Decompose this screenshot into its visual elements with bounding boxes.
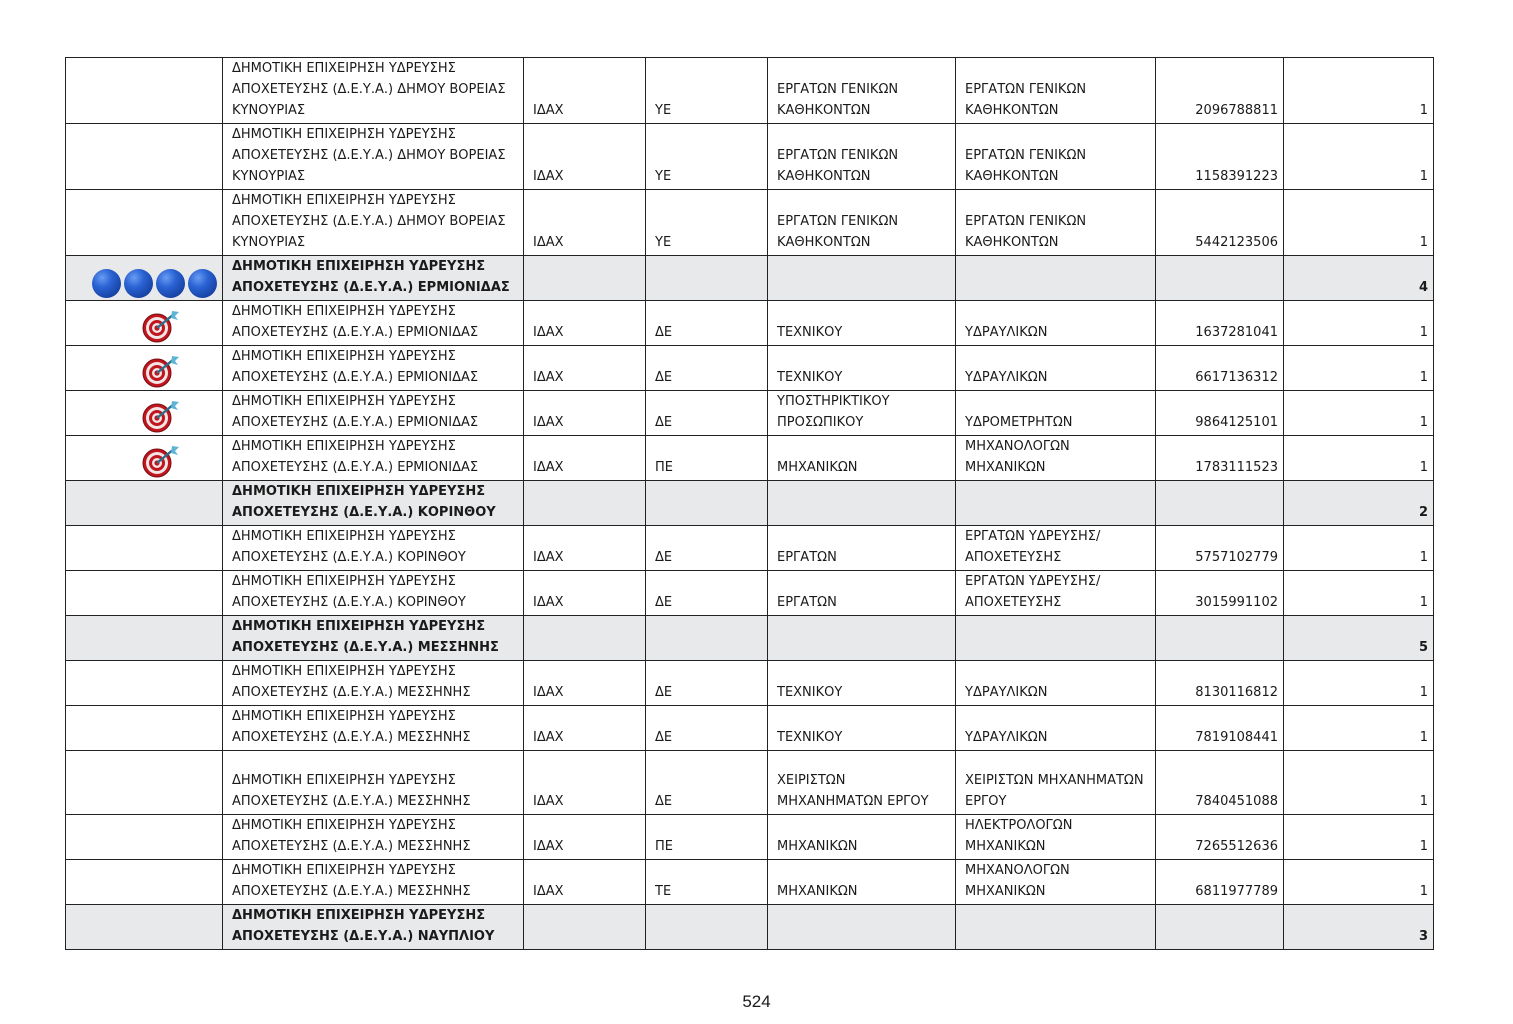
branch-cell: ΜΗΧΑΝΙΚΩΝ: [768, 815, 956, 860]
table-body: [66, 58, 1434, 950]
branch-cell: ΕΡΓΑΤΩΝ: [768, 571, 956, 616]
category-cell: [646, 481, 768, 526]
count-cell: 1: [1284, 301, 1434, 346]
group-row: [66, 256, 1434, 301]
count-cell: 1: [1284, 391, 1434, 436]
specialty-cell: ΥΔΡΑΥΛΙΚΩΝ: [956, 661, 1156, 706]
specialty-cell: [956, 256, 1156, 301]
code-cell: 7840451088: [1156, 751, 1284, 815]
branch-cell: ΥΠΟΣΤΗΡΙΚΤΙΚΟΥ ΠΡΟΣΩΠΙΚΟΥ: [768, 391, 956, 436]
icon-cell: [66, 661, 223, 706]
code-cell: [1156, 256, 1284, 301]
count-cell: 1: [1284, 58, 1434, 124]
table-row: [66, 436, 1434, 481]
code-cell: 9864125101: [1156, 391, 1284, 436]
table-row: [66, 346, 1434, 391]
code-cell: [1156, 616, 1284, 661]
icon-cell: [66, 391, 223, 436]
specialty-cell: ΜΗΧΑΝΟΛΟΓΩΝ ΜΗΧΑΝΙΚΩΝ: [956, 436, 1156, 481]
relation-cell: ΙΔΑΧ: [524, 751, 646, 815]
specialty-cell: ΜΗΧΑΝΟΛΟΓΩΝ ΜΗΧΑΝΙΚΩΝ: [956, 860, 1156, 905]
code-cell: 7819108441: [1156, 706, 1284, 751]
category-cell: ΔΕ: [646, 706, 768, 751]
branch-cell: ΕΡΓΑΤΩΝ ΓΕΝΙΚΩΝ ΚΑΘΗΚΟΝΤΩΝ: [768, 190, 956, 256]
code-cell: 6617136312: [1156, 346, 1284, 391]
org-cell: ΔΗΜΟΤΙΚΗ ΕΠΙΧΕΙΡΗΣΗ ΥΔΡΕΥΣΗΣ ΑΠΟΧΕΤΕΥΣΗΣ (Δ.Ε.Υ.Α.) ΔΗΜΟΥ ΒΟΡΕΙΑΣ ΚΥΝΟΥΡΙΑΣ: [223, 58, 524, 124]
specialty-cell: ΕΡΓΑΤΩΝ ΓΕΝΙΚΩΝ ΚΑΘΗΚΟΝΤΩΝ: [956, 58, 1156, 124]
group-row: [66, 905, 1434, 950]
dart-target-icon: [141, 354, 181, 388]
relation-cell: [524, 616, 646, 661]
org-cell: ΔΗΜΟΤΙΚΗ ΕΠΙΧΕΙΡΗΣΗ ΥΔΡΕΥΣΗΣ ΑΠΟΧΕΤΕΥΣΗΣ (Δ.Ε.Υ.Α.) ΚΟΡΙΝΘΟΥ: [223, 571, 524, 616]
count-cell: 1: [1284, 815, 1434, 860]
blue-dot-icon: [156, 269, 185, 298]
relation-cell: ΙΔΑΧ: [524, 436, 646, 481]
count-cell: 2: [1284, 481, 1434, 526]
code-cell: 2096788811: [1156, 58, 1284, 124]
code-cell: 8130116812: [1156, 661, 1284, 706]
specialty-cell: [956, 905, 1156, 950]
count-cell: 1: [1284, 860, 1434, 905]
specialty-cell: ΕΡΓΑΤΩΝ ΥΔΡΕΥΣΗΣ/ΑΠΟΧΕΤΕΥΣΗΣ: [956, 526, 1156, 571]
relation-cell: [524, 905, 646, 950]
org-cell: ΔΗΜΟΤΙΚΗ ΕΠΙΧΕΙΡΗΣΗ ΥΔΡΕΥΣΗΣ ΑΠΟΧΕΤΕΥΣΗΣ (Δ.Ε.Υ.Α.) ΕΡΜΙΟΝΙΔΑΣ: [223, 256, 524, 301]
org-cell: ΔΗΜΟΤΙΚΗ ΕΠΙΧΕΙΡΗΣΗ ΥΔΡΕΥΣΗΣ ΑΠΟΧΕΤΕΥΣΗΣ (Δ.Ε.Υ.Α.) ΜΕΣΣΗΝΗΣ: [223, 815, 524, 860]
count-cell: 1: [1284, 751, 1434, 815]
count-cell: 4: [1284, 256, 1434, 301]
branch-cell: ΕΡΓΑΤΩΝ: [768, 526, 956, 571]
relation-cell: ΙΔΑΧ: [524, 571, 646, 616]
specialty-cell: [956, 616, 1156, 661]
branch-cell: ΜΗΧΑΝΙΚΩΝ: [768, 436, 956, 481]
branch-cell: ΤΕΧΝΙΚΟΥ: [768, 661, 956, 706]
group-row: [66, 616, 1434, 661]
category-cell: ΔΕ: [646, 751, 768, 815]
category-cell: [646, 256, 768, 301]
specialty-cell: ΥΔΡΟΜΕΤΡΗΤΩΝ: [956, 391, 1156, 436]
count-cell: 1: [1284, 571, 1434, 616]
count-cell: 1: [1284, 190, 1434, 256]
branch-cell: [768, 481, 956, 526]
table-row: [66, 124, 1434, 190]
code-cell: 3015991102: [1156, 571, 1284, 616]
category-cell: ΠΕ: [646, 436, 768, 481]
table-row: [66, 190, 1434, 256]
org-cell: ΔΗΜΟΤΙΚΗ ΕΠΙΧΕΙΡΗΣΗ ΥΔΡΕΥΣΗΣ ΑΠΟΧΕΤΕΥΣΗΣ (Δ.Ε.Υ.Α.) ΜΕΣΣΗΝΗΣ: [223, 616, 524, 661]
specialty-cell: ΥΔΡΑΥΛΙΚΩΝ: [956, 706, 1156, 751]
code-cell: 1637281041: [1156, 301, 1284, 346]
branch-cell: ΕΡΓΑΤΩΝ ΓΕΝΙΚΩΝ ΚΑΘΗΚΟΝΤΩΝ: [768, 124, 956, 190]
specialty-cell: ΗΛΕΚΤΡΟΛΟΓΩΝ ΜΗΧΑΝΙΚΩΝ: [956, 815, 1156, 860]
relation-cell: [524, 256, 646, 301]
category-cell: ΔΕ: [646, 301, 768, 346]
branch-cell: [768, 256, 956, 301]
branch-cell: ΜΗΧΑΝΙΚΩΝ: [768, 860, 956, 905]
blue-dot-icon: [92, 269, 121, 298]
relation-cell: ΙΔΑΧ: [524, 301, 646, 346]
relation-cell: ΙΔΑΧ: [524, 391, 646, 436]
relation-cell: ΙΔΑΧ: [524, 860, 646, 905]
category-cell: ΥΕ: [646, 58, 768, 124]
org-cell: ΔΗΜΟΤΙΚΗ ΕΠΙΧΕΙΡΗΣΗ ΥΔΡΕΥΣΗΣ ΑΠΟΧΕΤΕΥΣΗΣ (Δ.Ε.Υ.Α.) ΜΕΣΣΗΝΗΣ: [223, 751, 524, 815]
blue-dot-icon: [188, 269, 217, 298]
dart-target-icon: [141, 444, 181, 478]
icon-cell: [66, 190, 223, 256]
code-cell: [1156, 481, 1284, 526]
relation-cell: ΙΔΑΧ: [524, 661, 646, 706]
count-cell: 1: [1284, 661, 1434, 706]
category-cell: ΔΕ: [646, 391, 768, 436]
icon-cell: [66, 124, 223, 190]
org-cell: ΔΗΜΟΤΙΚΗ ΕΠΙΧΕΙΡΗΣΗ ΥΔΡΕΥΣΗΣ ΑΠΟΧΕΤΕΥΣΗΣ (Δ.Ε.Υ.Α.) ΕΡΜΙΟΝΙΔΑΣ: [223, 436, 524, 481]
branch-cell: ΧΕΙΡΙΣΤΩΝ ΜΗΧΑΝΗΜΑΤΩΝ ΕΡΓΟΥ: [768, 751, 956, 815]
org-cell: ΔΗΜΟΤΙΚΗ ΕΠΙΧΕΙΡΗΣΗ ΥΔΡΕΥΣΗΣ ΑΠΟΧΕΤΕΥΣΗΣ (Δ.Ε.Υ.Α.) ΚΟΡΙΝΘΟΥ: [223, 481, 524, 526]
icon-cell: [66, 905, 223, 950]
table-row: [66, 58, 1434, 124]
branch-cell: ΕΡΓΑΤΩΝ ΓΕΝΙΚΩΝ ΚΑΘΗΚΟΝΤΩΝ: [768, 58, 956, 124]
org-cell: ΔΗΜΟΤΙΚΗ ΕΠΙΧΕΙΡΗΣΗ ΥΔΡΕΥΣΗΣ ΑΠΟΧΕΤΕΥΣΗΣ (Δ.Ε.Υ.Α.) ΚΟΡΙΝΘΟΥ: [223, 526, 524, 571]
table-row: [66, 526, 1434, 571]
org-cell: ΔΗΜΟΤΙΚΗ ΕΠΙΧΕΙΡΗΣΗ ΥΔΡΕΥΣΗΣ ΑΠΟΧΕΤΕΥΣΗΣ (Δ.Ε.Υ.Α.) ΕΡΜΙΟΝΙΔΑΣ: [223, 391, 524, 436]
category-cell: ΥΕ: [646, 190, 768, 256]
branch-cell: [768, 616, 956, 661]
icon-cell: [66, 706, 223, 751]
specialty-cell: ΥΔΡΑΥΛΙΚΩΝ: [956, 301, 1156, 346]
relation-cell: ΙΔΑΧ: [524, 815, 646, 860]
relation-cell: ΙΔΑΧ: [524, 58, 646, 124]
org-cell: ΔΗΜΟΤΙΚΗ ΕΠΙΧΕΙΡΗΣΗ ΥΔΡΕΥΣΗΣ ΑΠΟΧΕΤΕΥΣΗΣ (Δ.Ε.Υ.Α.) ΕΡΜΙΟΝΙΔΑΣ: [223, 346, 524, 391]
count-cell: 1: [1284, 526, 1434, 571]
category-cell: ΤΕ: [646, 860, 768, 905]
icon-cell: [66, 751, 223, 815]
dart-target-icon: [141, 309, 181, 343]
icon-cell: [66, 860, 223, 905]
table-row: [66, 391, 1434, 436]
org-cell: ΔΗΜΟΤΙΚΗ ΕΠΙΧΕΙΡΗΣΗ ΥΔΡΕΥΣΗΣ ΑΠΟΧΕΤΕΥΣΗΣ (Δ.Ε.Υ.Α.) ΜΕΣΣΗΝΗΣ: [223, 860, 524, 905]
category-cell: ΔΕ: [646, 526, 768, 571]
dart-target-icon: [141, 399, 181, 433]
count-cell: 1: [1284, 436, 1434, 481]
table-row: [66, 571, 1434, 616]
org-cell: ΔΗΜΟΤΙΚΗ ΕΠΙΧΕΙΡΗΣΗ ΥΔΡΕΥΣΗΣ ΑΠΟΧΕΤΕΥΣΗΣ (Δ.Ε.Υ.Α.) ΕΡΜΙΟΝΙΔΑΣ: [223, 301, 524, 346]
category-cell: [646, 905, 768, 950]
icon-cell: [66, 256, 223, 301]
specialty-cell: ΕΡΓΑΤΩΝ ΥΔΡΕΥΣΗΣ/ΑΠΟΧΕΤΕΥΣΗΣ: [956, 571, 1156, 616]
relation-cell: ΙΔΑΧ: [524, 526, 646, 571]
org-cell: ΔΗΜΟΤΙΚΗ ΕΠΙΧΕΙΡΗΣΗ ΥΔΡΕΥΣΗΣ ΑΠΟΧΕΤΕΥΣΗΣ (Δ.Ε.Υ.Α.) ΔΗΜΟΥ ΒΟΡΕΙΑΣ ΚΥΝΟΥΡΙΑΣ: [223, 190, 524, 256]
positions-table: [65, 57, 1434, 950]
count-cell: 3: [1284, 905, 1434, 950]
org-cell: ΔΗΜΟΤΙΚΗ ΕΠΙΧΕΙΡΗΣΗ ΥΔΡΕΥΣΗΣ ΑΠΟΧΕΤΕΥΣΗΣ (Δ.Ε.Υ.Α.) ΔΗΜΟΥ ΒΟΡΕΙΑΣ ΚΥΝΟΥΡΙΑΣ: [223, 124, 524, 190]
relation-cell: [524, 481, 646, 526]
specialty-cell: ΕΡΓΑΤΩΝ ΓΕΝΙΚΩΝ ΚΑΘΗΚΟΝΤΩΝ: [956, 190, 1156, 256]
org-cell: ΔΗΜΟΤΙΚΗ ΕΠΙΧΕΙΡΗΣΗ ΥΔΡΕΥΣΗΣ ΑΠΟΧΕΤΕΥΣΗΣ (Δ.Ε.Υ.Α.) ΜΕΣΣΗΝΗΣ: [223, 661, 524, 706]
icon-cell: [66, 301, 223, 346]
code-cell: 5757102779: [1156, 526, 1284, 571]
page-number: 524: [742, 992, 771, 1011]
icon-cell: [66, 571, 223, 616]
category-cell: ΔΕ: [646, 661, 768, 706]
table-row: [66, 706, 1434, 751]
category-cell: [646, 616, 768, 661]
icon-cell: [66, 436, 223, 481]
branch-cell: ΤΕΧΝΙΚΟΥ: [768, 706, 956, 751]
relation-cell: ΙΔΑΧ: [524, 706, 646, 751]
count-cell: 1: [1284, 346, 1434, 391]
icon-cell: [66, 616, 223, 661]
table-row: [66, 860, 1434, 905]
blue-dots-icon: [92, 269, 217, 298]
icon-cell: [66, 346, 223, 391]
relation-cell: ΙΔΑΧ: [524, 190, 646, 256]
code-cell: 1158391223: [1156, 124, 1284, 190]
blue-dot-icon: [124, 269, 153, 298]
specialty-cell: ΕΡΓΑΤΩΝ ΓΕΝΙΚΩΝ ΚΑΘΗΚΟΝΤΩΝ: [956, 124, 1156, 190]
specialty-cell: ΥΔΡΑΥΛΙΚΩΝ: [956, 346, 1156, 391]
icon-cell: [66, 526, 223, 571]
specialty-cell: [956, 481, 1156, 526]
icon-cell: [66, 481, 223, 526]
code-cell: 1783111523: [1156, 436, 1284, 481]
relation-cell: ΙΔΑΧ: [524, 124, 646, 190]
count-cell: 1: [1284, 124, 1434, 190]
code-cell: 6811977789: [1156, 860, 1284, 905]
table-row: [66, 751, 1434, 815]
code-cell: 7265512636: [1156, 815, 1284, 860]
category-cell: ΠΕ: [646, 815, 768, 860]
count-cell: 1: [1284, 706, 1434, 751]
table-row: [66, 815, 1434, 860]
org-cell: ΔΗΜΟΤΙΚΗ ΕΠΙΧΕΙΡΗΣΗ ΥΔΡΕΥΣΗΣ ΑΠΟΧΕΤΕΥΣΗΣ (Δ.Ε.Υ.Α.) ΝΑΥΠΛΙΟΥ: [223, 905, 524, 950]
branch-cell: ΤΕΧΝΙΚΟΥ: [768, 346, 956, 391]
category-cell: ΔΕ: [646, 571, 768, 616]
code-cell: 5442123506: [1156, 190, 1284, 256]
category-cell: ΥΕ: [646, 124, 768, 190]
branch-cell: ΤΕΧΝΙΚΟΥ: [768, 301, 956, 346]
relation-cell: ΙΔΑΧ: [524, 346, 646, 391]
table-row: [66, 301, 1434, 346]
group-row: [66, 481, 1434, 526]
branch-cell: [768, 905, 956, 950]
org-cell: ΔΗΜΟΤΙΚΗ ΕΠΙΧΕΙΡΗΣΗ ΥΔΡΕΥΣΗΣ ΑΠΟΧΕΤΕΥΣΗΣ (Δ.Ε.Υ.Α.) ΜΕΣΣΗΝΗΣ: [223, 706, 524, 751]
code-cell: [1156, 905, 1284, 950]
count-cell: 5: [1284, 616, 1434, 661]
icon-cell: [66, 58, 223, 124]
icon-cell: [66, 815, 223, 860]
specialty-cell: ΧΕΙΡΙΣΤΩΝ ΜΗΧΑΝΗΜΑΤΩΝ ΕΡΓΟΥ: [956, 751, 1156, 815]
category-cell: ΔΕ: [646, 346, 768, 391]
table-row: [66, 661, 1434, 706]
